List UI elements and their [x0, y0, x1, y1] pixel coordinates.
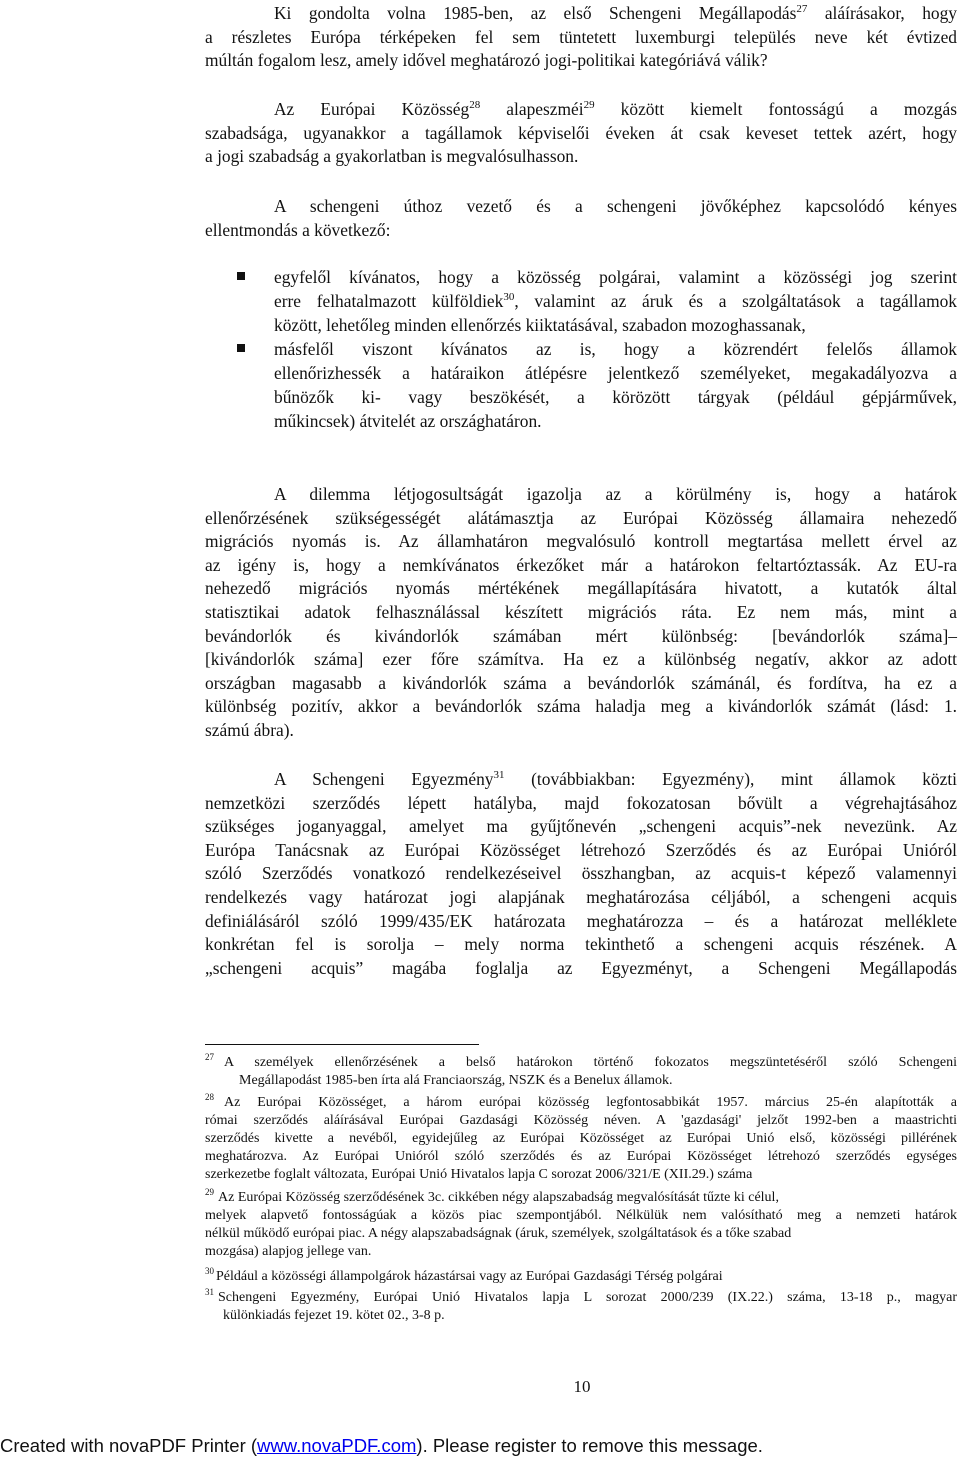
- footnote-number: 27: [205, 1052, 214, 1063]
- footnote-line: $^{28}$ Az Európai Közösséget, a három európai közösség legfontosabbikát 1957. március 25-én alapították a: [205, 1092, 957, 1110]
- text-line: Ki gondolta volna 1985-ben, az első Schengeni Megállapodás$^{27}$ aláírásakor, hogy: [274, 3, 957, 23]
- text-line: számú ábra).: [205, 719, 294, 740]
- bullet-list: [205, 265, 957, 433]
- footnote-ref[interactable]: 28: [469, 99, 481, 112]
- text-line: A Schengeni Egyezmény$^{31}$ (továbbiakban: Egyezmény), mint államok közti: [274, 769, 958, 789]
- text-line: Európa Tanácsnak az Európai Közösséget létrehozó Szerződés és az Európai Unióról: [205, 839, 957, 860]
- footnote-31: [205, 1289, 957, 1325]
- banner-text-prefix: Created with novaPDF Printer (: [0, 1435, 258, 1456]
- footnote-line: $^{29}$ Az Európai Közösség szerződésének 3c. cikkében négy alapszabadság megvalósítását tűzte ki célul,: [205, 1187, 779, 1205]
- footnote-line: $^{27}$ A személyek ellenőrzésének a belső határokon történő fokozatos megszüntetéséről szóló Schengeni: [205, 1052, 957, 1070]
- text-line: konkrétan fel is sorolja – mely norma tekinthető a schengeni acquis részének. A: [205, 934, 957, 955]
- footnote-line: szerkezetbe foglalt változata, Európai Unió Hivatalos lapja C sorozat 2006/321/E (XII.29.) száma: [205, 1167, 753, 1182]
- footnote-ref[interactable]: 30: [503, 291, 515, 304]
- text-line: definiálásáról szóló 1999/435/EK határozata meghatározza – és a határozat melléklete: [205, 910, 957, 931]
- text-line: múltán fogalom lesz, amely idővel meghatározó jogi-politikai kategóriává válik?: [205, 50, 768, 71]
- text-line: rendelkezés vagy határozat jogi alapjának meghatározása céljából, a schengeni acquis: [205, 886, 957, 907]
- footnote-ref[interactable]: 27: [796, 3, 808, 16]
- text-line: Az Európai Közösség$^{28}$ alapeszméi$^{29}$ között kiemelt fontosságú a mozgás: [274, 99, 957, 119]
- footnote-line: különkiadás fejezet 19. kötet 02., 3-8 p.: [223, 1308, 445, 1323]
- footnote-line: $^{31}$ Schengeni Egyezmény, Európai Unió Hivatalos lapja L sorozat 2000/239 (IX.22.) száma, 13-18 p., magyar: [205, 1287, 957, 1305]
- text-line: szabadsága, ugyanakkor a tagállamok képviselői éveken át csak keveset tettek azért, hogy: [205, 122, 957, 143]
- text-line: műkincsek) átvitelét az országhatáron.: [274, 411, 542, 431]
- footnote-number: 31: [205, 1287, 214, 1298]
- text-line: a jogi szabadság a gyakorlatban is megvalósulhasson.: [205, 146, 579, 167]
- text-line: szükséges joganyaggal, amelyet ma gyűjtőnevén „schengeni acquis”-nek nevezünk. Az: [205, 816, 957, 837]
- text-line: migrációs nyomás is. Az államhatáron megvalósuló kontroll megtartása mellett érvel az: [205, 531, 957, 552]
- footnote-line: melyek alapvető fontosságúak a közös piac szempontjából. Nélkülük nem valósítható meg a nemzeti határok: [205, 1208, 957, 1223]
- text-line: ellenőrzésének szükségességét alátámasztja az Európai Közösség államaira nehezedő: [205, 507, 957, 528]
- text-line: nehezedő migrációs nyomás mértékének megállapítására hivatott, a kutatók által: [205, 578, 957, 599]
- text-line: [kivándorlók száma] ezer főre számítva. Ha ez a különbség negatív, akkor az adott: [205, 649, 957, 670]
- footnote-line: meghatározva. Az Európai Unióról szóló szerződés és az Európai Közösséget létrehozó szerződés egységes: [205, 1149, 957, 1164]
- novapdf-link[interactable]: www.novaPDF.com: [257, 1435, 417, 1456]
- text-line: A dilemma létjogosultságát igazolja az a körülmény is, hogy a határok: [274, 484, 957, 504]
- printer-watermark-banner: [0, 1434, 960, 1458]
- text-line: másfelől viszont kívánatos az is, hogy a közrendért felelős államok: [274, 339, 957, 359]
- footnote-line: $^{30}$ Például a közösségi állampolgárok házastársai vagy az Európai Gazdasági Térség polgárai: [205, 1266, 723, 1284]
- text-line: egyfelől kívánatos, hogy a közösség polgárai, valamint a közösségi jog szerint: [274, 267, 957, 287]
- footnote-line: nélkül működő európai piac. A négy alapszabadságnak (áruk, személyek, szolgáltatások és a tőke szabad: [205, 1226, 792, 1241]
- text-line: különbség pozitív, akkor a bevándorlók száma haladja meg a kivándorlók számát (lásd: 1.: [205, 696, 957, 717]
- footnote-number: 30: [205, 1266, 214, 1277]
- text-line: az igény is, hogy a nemkívánatos érkezőket már a határokon feltartóztassák. Az EU-ra: [205, 554, 957, 575]
- text-line: szóló Szerződés vonatkozó rendelkezéseivel összhangban, az acquis-t képező valamennyi: [205, 863, 957, 884]
- text-line: között, lehetőleg minden ellenőrzés kiiktatásával, szabadon mozoghassanak,: [274, 315, 806, 335]
- text-line: „schengeni acquis” magába foglalja az Egyezményt, a Schengeni Megállapodás: [205, 957, 957, 978]
- footnote-ref[interactable]: 31: [493, 769, 505, 782]
- footnote-29: [205, 1189, 957, 1261]
- text-line: a részletes Európa térképeken fel sem tüntetett luxemburgi település neve két évtized: [205, 26, 957, 47]
- footnote-line: mozgása) alapjog jellege van.: [205, 1244, 372, 1259]
- list-item: [205, 337, 957, 433]
- text-line: erre felhatalmazott külföldiek$^{30}$, valamint az áruk és a szolgáltatások a tagállamok: [274, 291, 957, 311]
- footnote-28: [205, 1094, 957, 1184]
- footnote-line: római szerződés aláírásával Európai Gazdasági Közösség néven. A 'gazdasági' jelzőt 1992-ben a maastrichti: [205, 1113, 957, 1128]
- text-line: bűnözők ki- vagy beszökését, a körözött tárgyak (például gépjárművek,: [274, 387, 957, 407]
- text-line: bevándorlók és kivándorlók számában mért különbség: [bevándorlók száma]–: [205, 625, 957, 646]
- footnote-ref[interactable]: 29: [583, 99, 595, 112]
- footnote-number: 29: [205, 1187, 214, 1198]
- text-line: ellenőrizhessék a határaikon átlépésre jelentkező személyeket, megakadályozva a: [274, 363, 957, 383]
- footnote-separator: [205, 1044, 479, 1045]
- banner-text-suffix: ). Please register to remove this message.: [416, 1435, 763, 1456]
- text-line: statisztikai adatok felhasználással készített migrációs ráta. Ez nem más, mint a: [205, 601, 957, 622]
- paragraph-intro: [205, 2, 957, 73]
- footnote-line: szerződés kivette a nevéből, egyidejűleg az Európai Közösséget az Európai Unió első, közösségi pillérének: [205, 1131, 957, 1146]
- page-number: 10: [573, 1377, 591, 1396]
- paragraph-community: [205, 98, 957, 169]
- footnote-line: Megállapodást 1985-ben írta alá Franciaország, NSZK és a Benelux államok.: [239, 1073, 673, 1088]
- text-line: országban magasabb a kivándorlók száma a bevándorlók számánál, és fordítva, ha ez a: [205, 672, 957, 693]
- text-line: nemzetközi szerződés lépett hatályba, majd fokozatosan bővült a végrehajtásához: [205, 792, 957, 813]
- footnote-30: [205, 1268, 957, 1286]
- text-line: A schengeni úthoz vezető és a schengeni jövőképhez kapcsolódó kényes: [274, 196, 957, 216]
- text-line: ellentmondás a következő:: [205, 219, 391, 240]
- footnote-27: [205, 1054, 957, 1090]
- square-bullet-icon: [237, 344, 245, 352]
- paragraph-dilemma: [205, 483, 957, 743]
- footnote-number: 28: [205, 1092, 214, 1103]
- list-item: [205, 265, 957, 337]
- paragraph-schengen-agreement: [205, 768, 957, 980]
- paragraph-contradiction: [205, 195, 957, 242]
- square-bullet-icon: [237, 272, 245, 280]
